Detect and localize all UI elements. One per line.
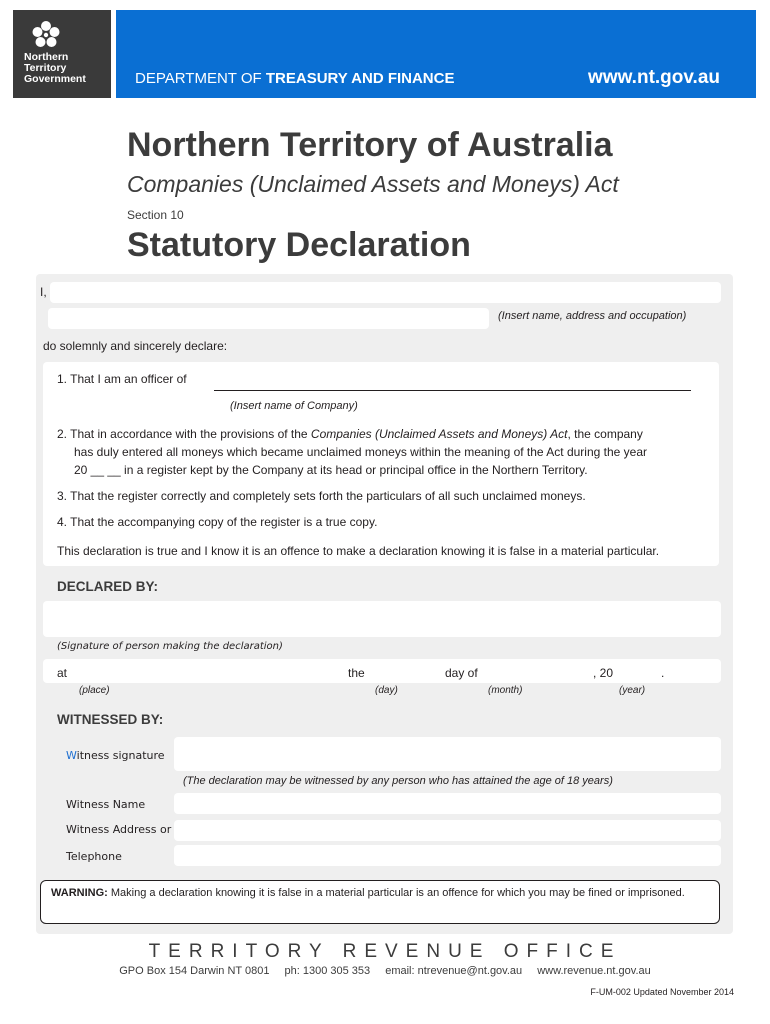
insert-company-hint: (Insert name of Company) — [230, 400, 358, 412]
department-banner — [116, 10, 756, 98]
office-name: TERRITORY REVENUE OFFICE — [148, 941, 622, 962]
form-code: F-UM-002 Updated November 2014 — [590, 987, 734, 997]
period: . — [661, 666, 665, 680]
witness-signature-label — [66, 749, 165, 762]
department-name — [135, 70, 454, 87]
section-label: Section 10 — [127, 208, 184, 222]
declared-by-heading: DECLARED BY: — [57, 579, 158, 594]
phone-number: ph: 1300 305 353 — [284, 965, 371, 977]
declarant-signature-field[interactable] — [43, 601, 721, 637]
item-2-line-1 — [57, 427, 643, 441]
page-title: Northern Territory of Australia — [127, 126, 613, 164]
witness-name-field[interactable] — [174, 793, 721, 814]
revenue-website[interactable]: www.revenue.nt.gov.au — [537, 965, 651, 977]
postal-address: GPO Box 154 Darwin NT 0801 — [119, 965, 270, 977]
witness-address-field[interactable] — [174, 820, 721, 841]
month-hint: (month) — [488, 685, 523, 696]
telephone-field[interactable] — [174, 845, 721, 866]
declare-line: do solemnly and sincerely declare: — [43, 339, 228, 353]
item-2-line-3: 20 __ __ in a register kept by the Company at its head or principal office in the Northern Territory. — [74, 463, 588, 477]
company-name-line[interactable] — [214, 390, 691, 391]
signature-hint: (Signature of person making the declaration) — [57, 641, 283, 652]
department-bold: TREASURY AND FINANCE — [265, 70, 455, 87]
witness-signature-field[interactable] — [174, 737, 721, 771]
item-2-line-2: has duly entered all moneys which became unclaimed moneys within the meaning of the Act during the year — [74, 445, 647, 459]
item-2-text-a: 2. That in accordance with the provisions of the — [57, 427, 311, 441]
warning-body: Making a declaration knowing it is false in a material particular is an offence for which you may be fined or imprisoned. — [107, 887, 685, 899]
year-prefix: , 20 — [593, 666, 614, 680]
act-subtitle: Companies (Unclaimed Assets and Moneys) Act — [127, 171, 619, 197]
nt-government-logo — [13, 10, 111, 98]
truth-statement: This declaration is true and I know it is an offence to make a declaration knowing it is false in a material particular. — [57, 544, 660, 558]
department-prefix: DEPARTMENT OF — [135, 70, 266, 87]
warning-label: WARNING: — [51, 887, 108, 899]
at-label: at — [57, 666, 68, 680]
day-of-label: day of — [445, 666, 478, 680]
logo-text: Northern Territory Government — [24, 51, 86, 85]
contact-details — [0, 965, 770, 977]
item-2-text-b: , the company — [567, 427, 643, 441]
the-label: the — [348, 666, 365, 680]
item-4: 4. That the accompanying copy of the register is a true copy. — [57, 515, 378, 529]
witness-sig-rest: itness signature — [76, 749, 165, 762]
website-link[interactable]: www.nt.gov.au — [588, 67, 720, 88]
year-hint: (year) — [619, 685, 646, 696]
date-place-field[interactable] — [43, 659, 721, 683]
witness-note: (The declaration may be witnessed by any person who has attained the age of 18 years) — [183, 775, 613, 787]
witnessed-by-heading: WITNESSED BY: — [57, 712, 164, 727]
item-2-act-name: Companies (Unclaimed Assets and Moneys) Act — [310, 427, 568, 441]
warning-text — [51, 886, 701, 900]
declarant-name-field-1[interactable] — [50, 282, 721, 303]
witness-name-label: Witness Name — [66, 798, 146, 811]
warning-box — [40, 880, 720, 924]
telephone-label: Telephone — [66, 850, 122, 863]
declarant-name-field-2[interactable] — [48, 308, 489, 329]
item-3: 3. That the register correctly and completely sets forth the particulars of all such unclaimed moneys. — [57, 489, 586, 503]
flower-emblem-icon — [31, 20, 61, 50]
day-hint: (day) — [375, 685, 398, 696]
place-hint: (place) — [79, 685, 110, 696]
email-address[interactable]: email: ntrevenue@nt.gov.au — [385, 965, 523, 977]
insert-name-hint: (Insert name, address and occupation) — [498, 310, 687, 322]
item-1: 1. That I am an officer of — [57, 372, 187, 386]
witness-sig-initial: W — [66, 749, 77, 762]
witness-address-label: Witness Address or — [66, 823, 172, 836]
i-label: I, — [40, 285, 47, 299]
declaration-title: Statutory Declaration — [127, 226, 471, 264]
